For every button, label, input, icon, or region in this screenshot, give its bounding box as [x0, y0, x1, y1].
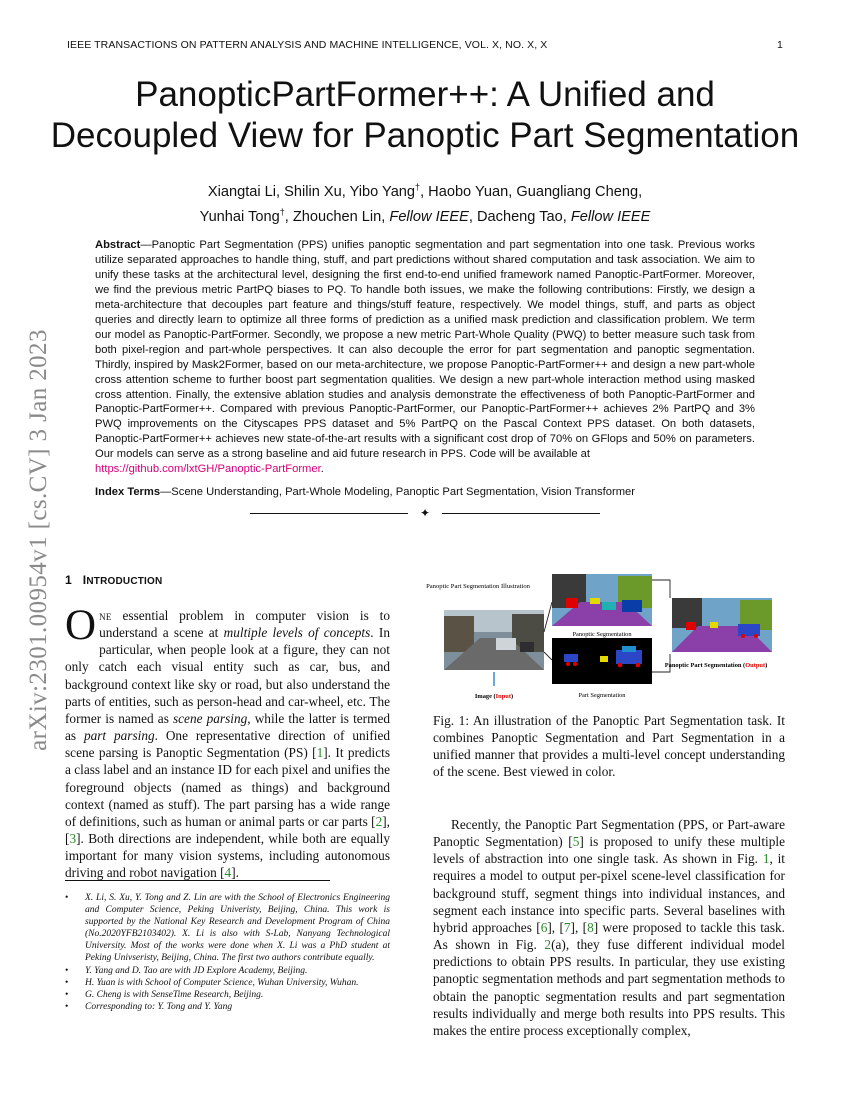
author-line-2	[40, 202, 810, 227]
abstract	[95, 238, 755, 477]
intro-text: , while the latter is termed as	[65, 710, 390, 744]
footnotes	[65, 892, 390, 1013]
footnote-text: H. Yuan is with School of Computer Science, Wuhan University, Wuhan.	[85, 977, 359, 988]
divider-line-right	[442, 513, 600, 514]
figure-1-illustration	[426, 572, 785, 704]
footnote-text: X. Li, S. Xu, Y. Tong and Z. Lin are with the School of Electronics Engineering and Computer Science, Peking Univeristy, Beijing, China. This work is supported by the National Key Research and Development Program of China (No.2020YFB2103402). X. Li is also with S-Lab, Nanyang Technological University. Most of the works were done when X. Li was a PhD student at Peking Univseristy, Beijing, China. The first two authors contribute equally.	[85, 893, 390, 964]
authors-text: , Zhouchen Lin,	[284, 208, 390, 225]
footnote-rule	[65, 880, 330, 881]
intro-text: . One representative direction of unified scene parsing is Panoptic Segmentation (PS) [	[65, 728, 390, 761]
index-terms-label: Index Terms	[95, 486, 161, 498]
footnote-item	[65, 989, 390, 1001]
authors-text: Yunhai Tong	[199, 208, 280, 225]
section-heading	[65, 573, 390, 587]
fellow-title: Fellow IEEE	[389, 208, 469, 225]
footnote-item	[65, 1001, 390, 1013]
citation-link[interactable]: 6	[540, 919, 548, 935]
figure-ref-link[interactable]: 2	[544, 937, 552, 953]
fellow-title: Fellow IEEE	[570, 208, 651, 225]
index-terms	[95, 485, 755, 499]
authors-text: , Haobo Yuan, Guangliang Cheng,	[420, 183, 643, 200]
dagger-mark: †	[279, 206, 285, 217]
caption-text: An illustration of the Panoptic Part Segmentation task. It combines Panoptic Segmentation and Part Segmentation in a unified manner that provides a multi-level concept understanding of the scene. Best viewed in color.	[433, 713, 786, 780]
bullet-icon: •	[65, 989, 69, 1000]
footnote-item	[65, 892, 390, 965]
paragraph-text: Recently, the Panoptic Part Segmentation (PPS, or Part-aware Panoptic Segmentation) [	[433, 817, 785, 850]
arxiv-id: arXiv:2301.00954v1 [cs.CV] 3 Jan 2023	[25, 329, 52, 751]
section-divider	[250, 505, 600, 521]
bullet-icon: •	[65, 1001, 69, 1012]
fig-label-panoptic: Panoptic Segmentation	[572, 631, 632, 638]
abstract-text: Panoptic Part Segmentation (PPS) unifies panoptic segmentation and part segmentation into one task. Previous works utilize separated approaches to handle thing, stuff, and part predictions without shared computation and task association. We aim to unify these tasks at the architectural level, designing the first end-to-end unified framework named Panoptic-PartFormer. Moreover, we find the previous metric PartPQ biases to PQ. To handle both issues, we make the following contributions: Firstly, we design a meta-architecture that decouples part feature and things/stuff feature, respectively. We model things, stuff, and parts as object queries and directly learn to optimize all three forms of prediction as a unified mask prediction and classification problem. We term our model as Panoptic-PartFormer. Secondly, we propose a new metric Part-Whole Quality (PWQ) to better measure such task from both pixel-region and part-whole perspectives. It can also decouple the error for part segmentation and panoptic segmentation. Thirdly, inspired by Mask2Former, based on our meta-architecture, we propose Panoptic-PartFormer++ and design a new part-whole cross attention scheme to further boost part segmentation qualities. We design a new part-whole interaction method using masked cross attention. Finally, the extensive ablation studies and analysis demonstrate the effectiveness of both Panoptic-PartFormer and Panoptic-PartFormer++. Compared with previous Panoptic-PartFormer, our Panoptic-PartFormer++ achieves 2% PartPQ and 3% PWQ improvements on the Cityscapes PPS dataset and 5% PartPQ on the Pascal Context PPS dataset. On both datasets, Panoptic-PartFormer++ achieves new state-of-the-art results with a significant cost drop of 70% on GFlops and 50% on parameters. Our models can serve as a strong baseline and aid future research in PPS. Code will be available at	[95, 239, 755, 461]
figure-ref-link[interactable]: 1	[762, 851, 770, 867]
section-title-initial: I	[82, 573, 87, 587]
intro-text: ].	[231, 865, 239, 881]
arxiv-stamp	[14, 300, 64, 780]
input-image	[444, 610, 544, 670]
page-number: 1	[777, 39, 783, 51]
title-line-2: Decoupled View for Panoptic Part Segmentation	[50, 116, 800, 155]
fig-label-output: Panoptic Part Segmentation (Output)	[664, 662, 768, 669]
panoptic-seg-image	[552, 574, 652, 626]
footnote-text: Y. Yang and D. Tao are with JD Explore Academy, Beijing.	[85, 965, 308, 976]
footnote-text: Corresponding to: Y. Tong and Y. Yang	[85, 1001, 233, 1012]
section-number: 1	[65, 573, 72, 587]
citation-link[interactable]: 1	[316, 745, 324, 761]
title-line-1: PanopticPartFormer++: A Unified and	[135, 75, 715, 114]
part-seg-image	[552, 638, 652, 684]
paragraph-text: (a), they fuse different individual model predictions to obtain PPS results. In particular, they use existing panoptic segmentation methods and part segmentation methods to obtain the panoptic segmentation results and part segmentation results individually and merge both results into PPS results. This makes the entire process exceptionally complex,	[433, 937, 785, 1038]
arrow-to-panoptic	[544, 602, 552, 632]
code-link[interactable]: https://github.com/lxtGH/Panoptic-PartFormer	[95, 463, 321, 476]
divider-diamond-icon: ✦	[419, 506, 431, 520]
paragraph-text: ] is proposed to unify these multiple levels of abstraction into one single task. As shown in Fig.	[433, 834, 785, 867]
citation-link[interactable]: 5	[572, 834, 580, 850]
arrow-panoptic-to-output	[652, 580, 670, 598]
output-image	[672, 598, 772, 652]
fig-label-input: Image (Input)	[474, 693, 514, 700]
intro-emphasis: scene parsing	[172, 710, 248, 726]
author-line-1	[40, 177, 810, 202]
journal-name: IEEE TRANSACTIONS ON PATTERN ANALYSIS AND MACHINE INTELLIGENCE, VOL. X, NO. X, X	[67, 39, 548, 51]
abstract-label: Abstract	[95, 239, 141, 251]
figure-caption	[433, 712, 785, 781]
authors-text: Xiangtai Li, Shilin Xu, Yibo Yang	[207, 183, 416, 200]
author-list	[40, 177, 810, 227]
citation-link[interactable]: 3	[69, 831, 77, 847]
paragraph-text: ], [	[570, 919, 588, 935]
intro-text: . In particular, when people look at a figure, they can not only catch each visual entity such as car, bus, and background context like sky or road, but also understand the parts of entities, such as person-head and car-wheel, etc. The former is named as	[65, 625, 390, 726]
footnote-item	[65, 965, 390, 977]
intro-text: ]. Both directions are independent, while both are equally important for many vision systems, including autonomous driving and robot navigation [	[65, 831, 390, 881]
section-title-rest: NTRODUCTION	[86, 576, 163, 587]
abstract-end: .	[320, 463, 324, 476]
dagger-mark: †	[415, 182, 421, 192]
paragraph-text: , it requires a model to output per-pixel scene-level classification for background stuff, segment things into individual instances, and segment each instance into specific parts. Several baselines with hybrid approaches [	[433, 851, 785, 935]
intro-text: ]. It predicts a class label and an instance ID for each pixel and unifies the foreground objects (named as things) and background context (named as stuff). The part parsing has a wide range of definitions, such as human or animal parts or car parts [	[65, 745, 390, 829]
authors-text: , Dacheng Tao,	[468, 208, 571, 225]
right-column-paragraph	[433, 816, 785, 1039]
running-header	[67, 39, 783, 51]
fig-label-illustration: Panoptic Part Segmentation Illustration	[426, 583, 530, 590]
intro-paragraph	[65, 602, 390, 882]
intro-emphasis: multiple levels of concepts	[223, 625, 371, 641]
citation-link[interactable]: 8	[587, 919, 594, 935]
abstract-dash: —	[140, 239, 152, 251]
citation-link[interactable]: 4	[224, 865, 232, 881]
bullet-icon: •	[65, 965, 69, 976]
paper-title	[40, 74, 810, 156]
intro-smallcaps: ne	[99, 608, 112, 623]
bullet-icon: •	[65, 977, 69, 988]
footnote-text: G. Cheng is with SenseTime Research, Beijing.	[85, 989, 264, 1000]
citation-link[interactable]: 2	[375, 813, 383, 829]
bullet-icon: •	[65, 893, 69, 903]
footnote-item	[65, 977, 390, 989]
arrow-to-part	[544, 652, 552, 660]
fig-label-part: Part Segmentation	[578, 692, 626, 699]
divider-line-left	[250, 513, 408, 514]
index-terms-text: Scene Understanding, Part-Whole Modeling, Panoptic Part Segmentation, Vision Transformer	[171, 486, 635, 498]
paragraph-text: ], [	[547, 919, 564, 935]
caption-label: Fig. 1:	[433, 713, 473, 728]
paragraph-text: ] were proposed to tackle this task. As shown in Fig.	[433, 919, 785, 953]
intro-emphasis: part parsing	[83, 728, 155, 744]
intro-text: essential problem in computer vision is to understand a scene at	[99, 608, 390, 641]
intro-text: ], [	[65, 813, 390, 847]
drop-cap: O	[65, 602, 97, 649]
citation-link[interactable]: 7	[563, 919, 571, 935]
index-terms-dash: —	[160, 486, 172, 498]
